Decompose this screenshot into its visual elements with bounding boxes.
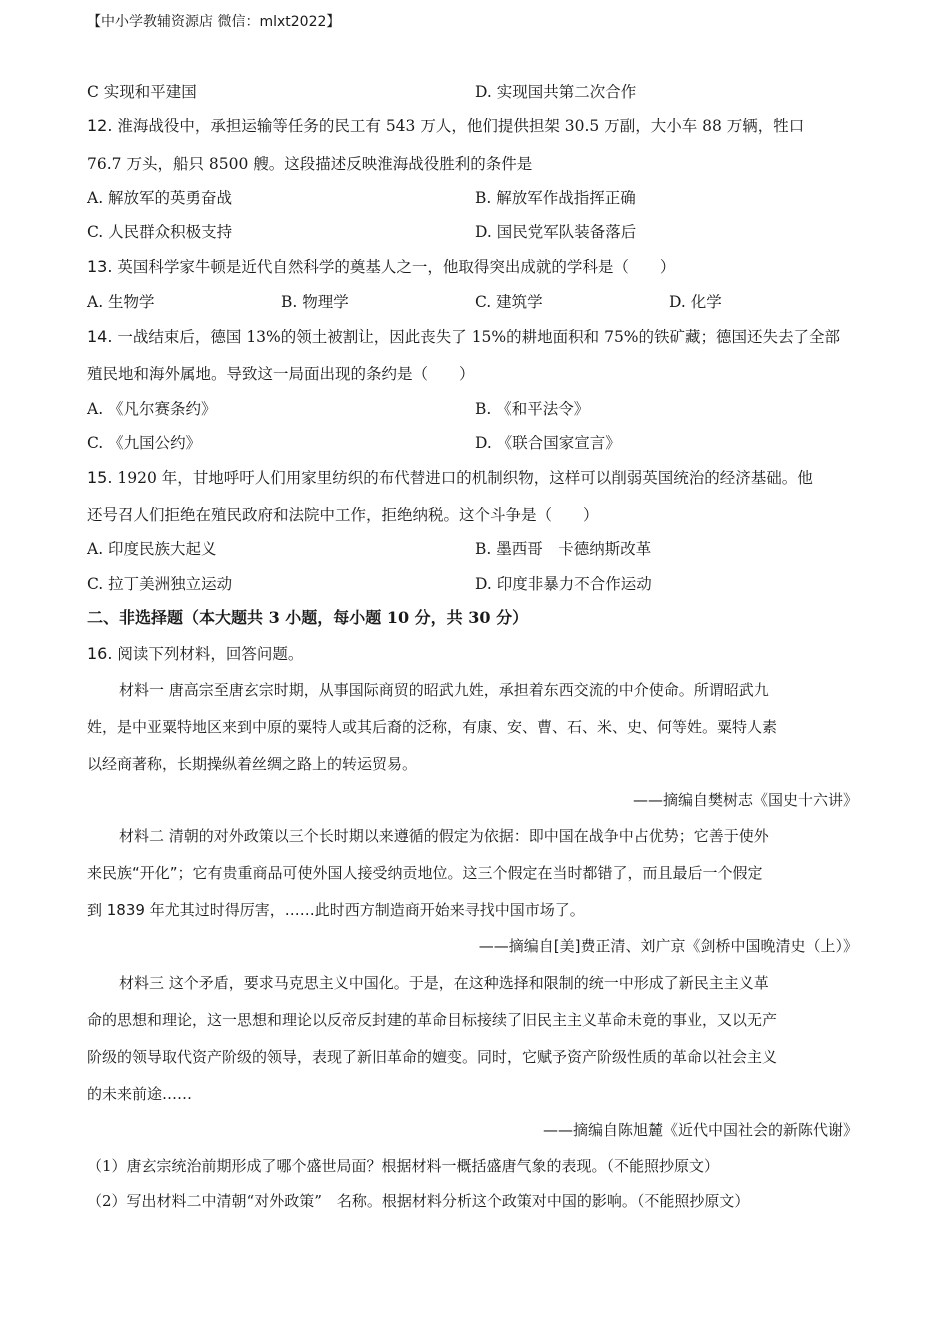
section2-title: 二、非选择题（本大题共 3 小题，每小题 10 分，共 30 分） <box>87 608 529 627</box>
q15-option-a: A. 印度民族大起义 <box>87 540 217 558</box>
q15-number: 15. <box>87 468 113 487</box>
q15-stem-text1: 1920 年，甘地呼吁人们用家里纺织的布代替进口的机制织物，这样可以削弱英国统治的经济基础。他 <box>117 469 813 487</box>
q16-subquestion-1: （1）唐玄宗统治前期形成了哪个盛世局面？根据材料一概括盛唐气象的表现。（不能照抄原文） <box>87 1157 720 1175</box>
q13-stem-text: 英国科学家牛顿是近代自然科学的奠基人之一，他取得突出成就的学科是（ ） <box>117 258 676 276</box>
material2-line2: 来民族“开化”；它有贵重商品可使外国人接受纳贡地位。这三个假定在当时都错了，而且最后一个假定 <box>87 864 763 882</box>
q14-number: 14. <box>87 327 113 346</box>
q14-stem-text1: 一战结束后，德国 13%的领土被割让，因此丧失了 15%的耕地面积和 75%的铁矿藏；德国还失去了全部 <box>117 328 841 346</box>
q12-stem-line2: 76.7 万头，船只 8500 艘。这段描述反映淮海战役胜利的条件是 <box>87 155 533 173</box>
q13-option-b: B. 物理学 <box>281 293 349 311</box>
q14-stem-line2: 殖民地和海外属地。导致这一局面出现的条约是（ ） <box>87 365 475 383</box>
q13-option-d: D. 化学 <box>669 293 722 311</box>
q12-stem-text1: 淮海战役中，承担运输等任务的民工有 543 万人，他们提供担架 30.5 万副，大小车 88 万辆，牲口 <box>117 117 805 135</box>
q14-option-d: D. 《联合国家宣言》 <box>475 434 621 452</box>
material3-line4: 的未来前途…… <box>87 1085 193 1103</box>
q16-number: 16. <box>87 644 113 663</box>
material2-line1: 材料二 清朝的对外政策以三个长时期以来遵循的假定为依据：即中国在战争中占优势；它善于使外 <box>119 827 769 845</box>
q15-stem-line2: 还号召人们拒绝在殖民政府和法院中工作，拒绝纳税。这个斗争是（ ） <box>87 506 599 524</box>
q13-option-a: A. 生物学 <box>87 293 155 311</box>
q15-stem-line1 <box>87 468 813 488</box>
q14-option-a: A. 《凡尔赛条约》 <box>87 400 217 418</box>
material2-line3: 到 1839 年尤其过时得厉害，……此时西方制造商开始来寻找中国市场了。 <box>87 901 585 919</box>
material3-line3: 阶级的领导取代资产阶级的领导，表现了新旧革命的嬗变。同时，它赋予资产阶级性质的革命以社会主义 <box>87 1048 778 1066</box>
material3-source: ——摘编自陈旭麓《近代中国社会的新陈代谢》 <box>542 1121 858 1139</box>
q11-option-c: C 实现和平建国 <box>87 83 197 101</box>
q11-option-d: D. 实现国共第二次合作 <box>475 83 637 101</box>
q16-stem-text: 阅读下列材料，回答问题。 <box>117 645 304 663</box>
q12-option-b: B. 解放军作战指挥正确 <box>475 189 636 207</box>
q12-number: 12. <box>87 116 113 135</box>
material1-line1: 材料一 唐高宗至唐玄宗时期，从事国际商贸的昭武九姓，承担着东西交流的中介使命。所谓昭武九 <box>119 681 769 699</box>
q14-option-b: B. 《和平法令》 <box>475 400 590 418</box>
q15-option-c: C. 拉丁美洲独立运动 <box>87 575 233 593</box>
material1-line3: 以经商著称，长期操纵着丝绸之路上的转运贸易。 <box>87 755 418 773</box>
q15-option-b: B. 墨西哥 卡德纳斯改革 <box>475 540 652 558</box>
q14-stem-line1 <box>87 327 840 347</box>
q13-option-c: C. 建筑学 <box>475 293 543 311</box>
q12-option-c: C. 人民群众积极支持 <box>87 223 233 241</box>
q16-stem-line <box>87 644 303 664</box>
material1-line2: 姓，是中亚粟特地区来到中原的粟特人或其后裔的泛称，有康、安、曹、石、米、史、何等姓。粟特人素 <box>87 718 778 736</box>
q15-option-d: D. 印度非暴力不合作运动 <box>475 575 652 593</box>
q14-option-c: C. 《九国公约》 <box>87 434 202 452</box>
material2-source: ——摘编自[美]费正清、刘广京《剑桥中国晚清史（上）》 <box>478 937 858 955</box>
q13-number: 13. <box>87 257 113 276</box>
material1-source: ——摘编自樊树志《国史十六讲》 <box>632 791 858 809</box>
q12-stem-line1 <box>87 116 804 136</box>
material3-line2: 命的思想和理论，这一思想和理论以反帝反封建的革命目标接续了旧民主主义革命未竟的事业，又以无产 <box>87 1011 778 1029</box>
header-note: 【中小学教辅资源店 微信：mlxt2022】 <box>87 14 341 30</box>
q16-subquestion-2: （2）写出材料二中清朝“对外政策” 名称。根据材料分析这个政策对中国的影响。（不能照抄原文） <box>87 1192 750 1210</box>
q12-option-a: A. 解放军的英勇奋战 <box>87 189 233 207</box>
q12-option-d: D. 国民党军队装备落后 <box>475 223 637 241</box>
material3-line1: 材料三 这个矛盾，要求马克思主义中国化。于是，在这种选择和限制的统一中形成了新民主主义革 <box>119 974 769 992</box>
q13-stem-line <box>87 257 675 277</box>
